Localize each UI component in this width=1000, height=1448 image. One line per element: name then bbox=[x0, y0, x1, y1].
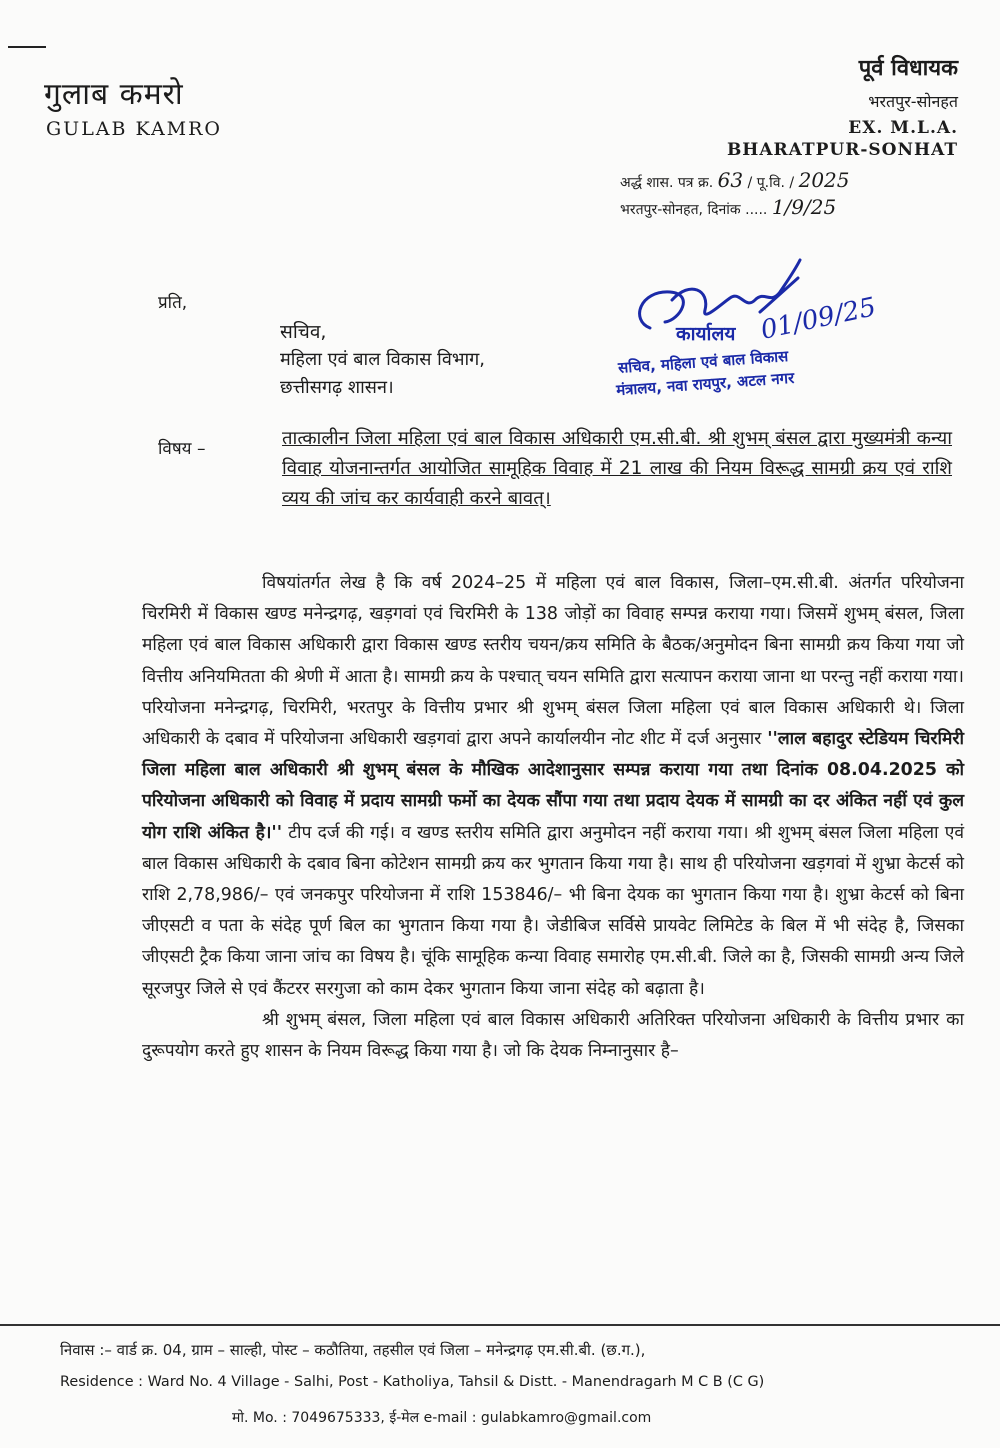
date-label: भरतपुर-सोनहत, दिनांक bbox=[620, 202, 741, 218]
recipient-line-3: छत्तीसगढ़ शासन। bbox=[280, 377, 394, 398]
reference-mid: / पू.वि. / bbox=[747, 175, 795, 191]
reference-label: अर्द्ध शास. पत्र क्र. bbox=[620, 175, 714, 191]
designation-hindi: पूर्व विधायक bbox=[858, 56, 958, 81]
reference-number: 63 bbox=[717, 168, 744, 192]
footer-residence-hindi: निवास :– वार्ड क्र. 04, ग्राम – साल्ही, पोस्ट – कठौतिया, तहसील एवं जिला – मनेन्द्रगढ़ एम.सी.बी. (छ.ग.), bbox=[60, 1341, 646, 1359]
date-value: 1/9/25 bbox=[771, 195, 837, 219]
constituency-hindi: भरतपुर-सोनहत bbox=[868, 92, 958, 111]
subject-text: तात्कालीन जिला महिला एवं बाल विकास अधिकारी एम.सी.बी. श्री शुभम् बंसल द्वारा मुख्यमंत्री कन्या विवाह योजनान्तर्गत आयोजित सामूहिक विवाह में 21 लाख की नियम विरूद्ध सामग्री क्रय एवं राशि व्यय की जांच कर कार्यवाही करने बावत्। bbox=[282, 428, 952, 509]
body-p1-part-c: टीप दर्ज की गई। व खण्ड स्तरीय समिति द्वारा अनुमोदन नहीं कराया गया। श्री शुभम् बंसल जिला महिला एवं बाल विकास अधिकारी के दबाव बिना कोटेशन सामग्री क्रय कर भुगतान किया गया है। साथ ही परियोजना खड़गवां में शुभ्रा केटर्स को राशि 2,78,986/– एवं जनकपुर परियोजना में राशि 153846/– भी बिना देयक का भुगतान किया गया है। शुभ्रा केटर्स को बिना जीएसटी व पता के संदेह पूर्ण बिल का भुगतान किया गया है। जेडीबिज सर्विसे प्रायवेट लिमिटेड के बिल में भी संदेह है, जिसका जीएसटी ट्रैक किया जाना जांच का विषय है। चूंकि सामूहिक कन्या विवाह समारोह एम.सी.बी. जिले का है, जिसकी सामग्री अन्य जिले सूरजपुर जिले से एवं कैंटरर सरगुजा को काम देकर भुगतान किया जाना संदेह को बढ़ाता है। bbox=[142, 822, 965, 999]
recipient-line-2: महिला एवं बाल विकास विभाग, bbox=[280, 349, 486, 370]
designation-english: EX. M.L.A. bbox=[848, 118, 958, 138]
body-p1-quote: ''लाल बहादुर स्टेडियम चिरमिरी जिला महिला बाल अधिकारी श्री शुभम् बंसल के मौखिक आदेशानुसार सम्पन्न कराया गया तथा दिनांक 08.04.2025 को परियोजना अधिकारी को विवाह में प्रदाय सामग्री फर्मो का देयक सौंपा गया तथा प्रदाय देयक में सामग्री का दर अंकित नहीं एवं कुल योग राशि अंकित है।'' bbox=[142, 729, 965, 843]
received-stamp bbox=[610, 250, 880, 400]
date-line: भरतपुर-सोनहत, दिनांक ..... 1/9/25 bbox=[620, 195, 837, 219]
designation-block bbox=[727, 52, 958, 160]
header-dash bbox=[8, 46, 46, 48]
body-paragraph-1 bbox=[142, 568, 964, 1005]
subject-label: विषय – bbox=[158, 439, 206, 459]
constituency-english: BHARATPUR-SONHAT bbox=[726, 140, 958, 160]
stamp-office: कार्यालय bbox=[676, 323, 736, 345]
recipient-block bbox=[280, 318, 485, 402]
reference-line bbox=[620, 168, 850, 195]
reference-year: 2025 bbox=[798, 168, 850, 192]
sender-name-english: GULAB KAMRO bbox=[46, 118, 223, 140]
sender-name-hindi: गुलाब कमरो bbox=[44, 77, 184, 112]
stamp-line-2: मंत्रालय, नवा रायपुर, अटल नगर bbox=[615, 368, 795, 400]
letter-body bbox=[142, 568, 964, 1067]
footer-contact: मो. Mo. : 7049675333, ई-मेल e-mail : gulabkamro@gmail.com bbox=[232, 1410, 652, 1426]
stamp-date: 01/09/25 bbox=[758, 292, 879, 346]
reference-block bbox=[620, 168, 850, 222]
stamp-line-1: सचिव, महिला एवं बाल विकास bbox=[617, 347, 789, 377]
footer-residence-english: Residence : Ward No. 4 Village - Salhi, Post - Katholiya, Tahsil & Distt. - Manendragarh M C B (C G) bbox=[60, 1374, 765, 1390]
body-paragraph-2: श्री शुभम् बंसल, जिला महिला एवं बाल विकास अधिकारी अतिरिक्त परियोजना अधिकारी के वित्तीय प्रभार का दुरूपयोग करते हुए शासन के नियम विरूद्ध किया गया है। जो कि देयक निम्नानुसार है– bbox=[142, 1009, 964, 1062]
footer-rule bbox=[0, 1324, 1000, 1326]
prati-label: प्रति, bbox=[158, 293, 188, 313]
body-p1-part-a: विषयांतर्गत लेख है कि वर्ष 2024–25 में महिला एवं बाल विकास, जिला–एम.सी.बी. अंतर्गत परियोजना चिरमिरी में विकास खण्ड मनेन्द्रगढ़, खड़गवां एवं चिरमिरी के 138 जोड़ों का विवाह सम्पन्न कराया गया। जिसमें शुभम् बंसल, जिला महिला एवं बाल विकास अधिकारी द्वारा विकास खण्ड स्तरीय चयन/क्रय समिति के बैठक/अनुमोदन बिना सामग्री क्रय किया गया जो वित्तीय अनियमितता की श्रेणी में आता है। सामग्री क्रय के पश्चात् चयन समिति द्वारा सत्यापन कराया जाना था परन्तु नहीं कराया गया। परियोजना मनेन्द्रगढ़, चिरमिरी, भरतपुर के वित्तीय प्रभार श्री शुभम् बंसल जिला महिला एवं बाल विकास अधिकारी थे। जिला अधिकारी के दबाव में परियोजना अधिकारी खड़गवां द्वारा अपने कार्यालयीन नोट शीट में दर्ज अनुसार bbox=[142, 573, 964, 750]
recipient-line-1: सचिव, bbox=[280, 321, 327, 343]
